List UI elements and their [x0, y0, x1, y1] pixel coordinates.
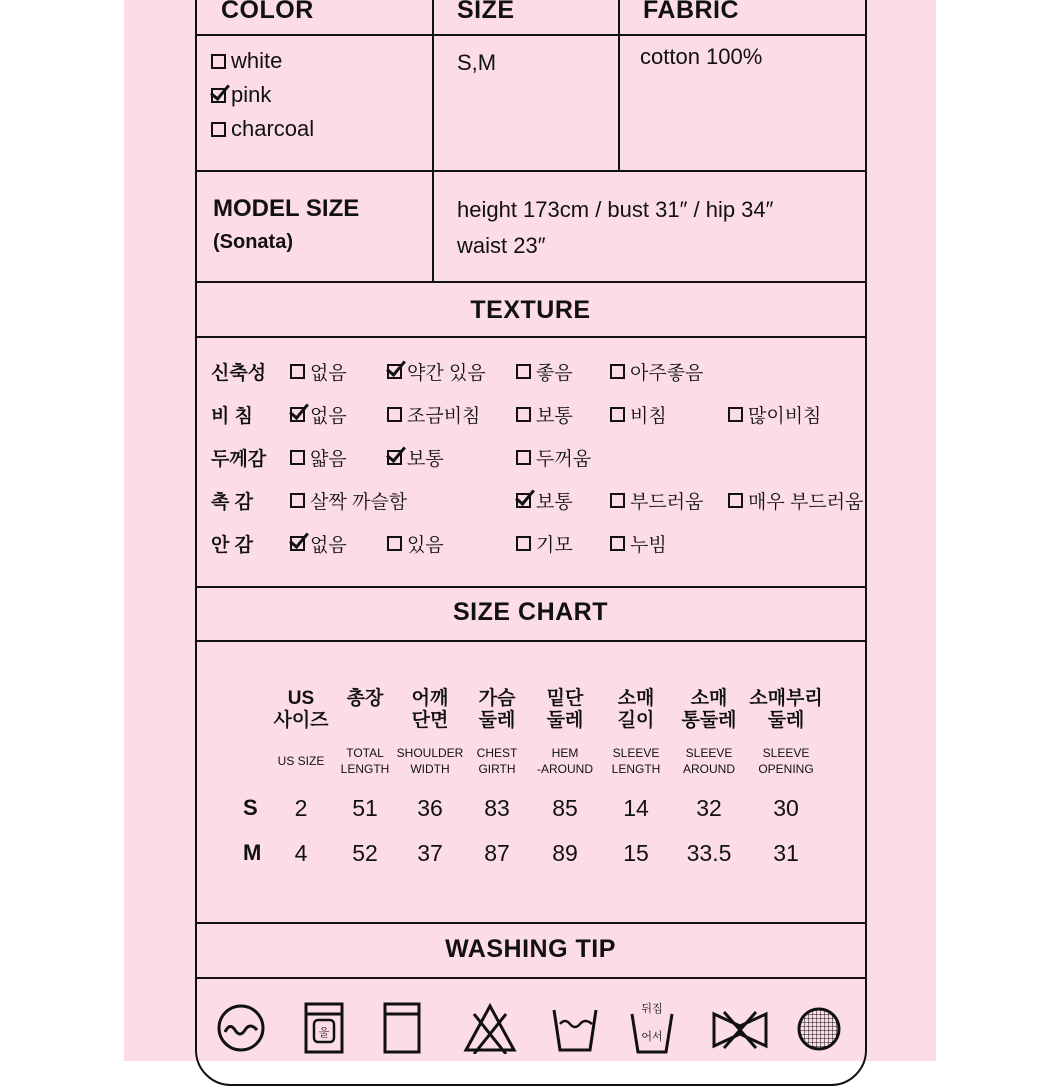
- texture-option-label: 보통: [407, 449, 444, 470]
- texture-option-label: 많이비침: [748, 406, 822, 427]
- checkbox[interactable]: [516, 493, 531, 508]
- mesh-bag-icon: [796, 1006, 842, 1052]
- model-waist: waist 23″: [457, 233, 546, 258]
- texture-option[interactable]: [290, 401, 347, 428]
- model-measurements: height 173cm / bust 31″ / hip 34″: [457, 197, 774, 222]
- size-chart-column-header: 소매 통둘레: [681, 688, 737, 731]
- texture-row-label: 안 감: [211, 535, 253, 556]
- wash-inside-out-icon: [628, 1000, 676, 1056]
- size-chart-cell: 4: [294, 840, 308, 866]
- checkbox[interactable]: [290, 493, 305, 508]
- size-chart-column-subheader: SLEEVE OPENING: [758, 746, 814, 776]
- wash-30-icon: [550, 1006, 600, 1054]
- checkbox[interactable]: [290, 536, 305, 551]
- divider: [195, 170, 867, 172]
- size-chart-column-subheader: SHOULDER WIDTH: [396, 746, 464, 776]
- texture-option[interactable]: [387, 358, 486, 385]
- divider: [195, 336, 867, 338]
- size-chart-cell: 87: [484, 840, 510, 866]
- size-chart-column-header: 가슴 둘레: [478, 688, 516, 731]
- washing-machine-icon: [302, 1000, 346, 1056]
- no-ironing-icon: [710, 1008, 770, 1052]
- size-chart-column-header: 소매 길이: [617, 688, 655, 731]
- size-chart-column-subheader: CHEST GIRTH: [476, 746, 518, 776]
- no-bleach-icon: [462, 1002, 518, 1054]
- size-chart-row-label: S: [243, 795, 258, 820]
- checkbox[interactable]: [728, 407, 743, 422]
- checkbox[interactable]: [516, 407, 531, 422]
- size-chart-cell: 52: [352, 840, 378, 866]
- size-chart-cell: 15: [623, 840, 649, 866]
- checkbox[interactable]: [387, 364, 402, 379]
- size-chart-cell: 36: [417, 795, 443, 821]
- texture-option[interactable]: [290, 358, 347, 385]
- color-option[interactable]: [211, 112, 314, 146]
- size-chart-column-header: 밑단 둘레: [546, 688, 584, 731]
- texture-option-label: 얇음: [310, 449, 347, 470]
- hand-wash-icon: [215, 1002, 267, 1054]
- texture-option[interactable]: [516, 487, 573, 514]
- model-name: (Sonata): [213, 231, 293, 253]
- checkbox[interactable]: [728, 493, 743, 508]
- size-chart-title: SIZE CHART: [453, 598, 608, 626]
- size-chart-cell: 51: [352, 795, 378, 821]
- texture-option[interactable]: [387, 401, 480, 428]
- size-chart-cell: 85: [552, 795, 578, 821]
- texture-row-label: 두께감: [211, 449, 267, 470]
- texture-option-label: 매우 부드러움: [748, 492, 864, 513]
- texture-option-label: 비침: [630, 406, 667, 427]
- size-header: SIZE: [457, 0, 515, 24]
- texture-option-label: 좋음: [536, 363, 573, 384]
- checkbox[interactable]: [610, 493, 625, 508]
- texture-option-label: 없음: [310, 363, 347, 384]
- size-chart-column-subheader: SLEEVE LENGTH: [611, 746, 661, 776]
- checkbox[interactable]: [610, 364, 625, 379]
- checkbox[interactable]: [387, 450, 402, 465]
- texture-option[interactable]: [728, 487, 863, 514]
- size-chart-cell: 89: [552, 840, 578, 866]
- texture-option-label: 있음: [407, 535, 444, 556]
- divider: [195, 281, 867, 283]
- texture-option[interactable]: [610, 358, 703, 385]
- divider: [195, 977, 867, 979]
- checkbox[interactable]: [211, 88, 226, 103]
- texture-row-label: 촉 감: [211, 492, 253, 513]
- color-header: COLOR: [221, 0, 314, 24]
- size-chart-column-subheader: US SIZE: [277, 754, 325, 768]
- texture-option-label: 부드러움: [630, 492, 704, 513]
- color-option[interactable]: [211, 44, 314, 78]
- divider: [195, 586, 867, 588]
- texture-option[interactable]: [290, 530, 347, 557]
- size-chart-cell: 37: [417, 840, 443, 866]
- divider: [195, 34, 867, 36]
- checkbox[interactable]: [516, 536, 531, 551]
- size-chart-cell: 33.5: [686, 840, 732, 866]
- size-chart-column-subheader: HEM -AROUND: [537, 746, 593, 776]
- color-option[interactable]: [211, 78, 314, 112]
- color-list: [211, 44, 314, 146]
- checkbox[interactable]: [610, 536, 625, 551]
- texture-title: TEXTURE: [470, 296, 591, 324]
- checkbox[interactable]: [290, 364, 305, 379]
- texture-option[interactable]: [610, 401, 667, 428]
- checkbox[interactable]: [387, 407, 402, 422]
- texture-option[interactable]: [610, 487, 703, 514]
- svg-text:뒤집: 뒤집: [641, 1002, 663, 1015]
- texture-option[interactable]: [516, 358, 573, 385]
- size-chart-column-subheader: TOTAL LENGTH: [340, 746, 390, 776]
- texture-option-label: 없음: [310, 406, 347, 427]
- size-chart-cell: 32: [696, 795, 722, 821]
- texture-option-label: 보통: [536, 406, 573, 427]
- texture-option[interactable]: [516, 530, 573, 557]
- texture-option[interactable]: [387, 530, 444, 557]
- texture-option[interactable]: [290, 444, 347, 471]
- texture-option-label: 아주좋음: [630, 363, 704, 384]
- checkbox[interactable]: [290, 450, 305, 465]
- column-divider: [432, 0, 434, 281]
- texture-option-label: 조금비침: [407, 406, 481, 427]
- checkbox[interactable]: [610, 407, 625, 422]
- column-divider: [618, 0, 620, 170]
- texture-option[interactable]: [610, 530, 667, 557]
- size-chart-column-subheader: SLEEVE AROUND: [682, 746, 735, 776]
- fabric-value: cotton 100%: [640, 44, 763, 69]
- color-option-label: charcoal: [231, 116, 315, 141]
- size-chart-cell: 30: [773, 795, 799, 821]
- texture-option[interactable]: [290, 487, 407, 514]
- fabric-header: FABRIC: [643, 0, 740, 24]
- size-chart-cell: 31: [773, 840, 799, 866]
- washing-tip-title: WASHING TIP: [445, 935, 616, 963]
- texture-option-label: 살짝 까슬함: [310, 492, 408, 513]
- checkbox[interactable]: [387, 536, 402, 551]
- checkbox[interactable]: [516, 364, 531, 379]
- texture-option[interactable]: [728, 401, 821, 428]
- texture-option-label: 두꺼움: [536, 449, 592, 470]
- size-chart-column-header: US 사이즈: [273, 688, 329, 731]
- texture-option[interactable]: [516, 444, 591, 471]
- texture-option-label: 없음: [310, 535, 347, 556]
- checkbox[interactable]: [211, 122, 226, 137]
- size-chart-column-header: 소매부리 둘레: [749, 688, 823, 731]
- model-size-title: MODEL SIZE: [213, 195, 360, 222]
- wool-label: 울: [318, 1026, 330, 1039]
- texture-option[interactable]: [387, 444, 444, 471]
- texture-row-label: 신축성: [211, 363, 267, 384]
- checkbox[interactable]: [516, 450, 531, 465]
- color-option-label: pink: [231, 82, 272, 107]
- size-chart-row-label: M: [243, 840, 262, 865]
- divider: [195, 922, 867, 924]
- texture-option-label: 보통: [536, 492, 573, 513]
- size-value: S,M: [457, 50, 497, 75]
- divider: [195, 640, 867, 642]
- checkbox[interactable]: [211, 54, 226, 69]
- size-chart-cell: 83: [484, 795, 510, 821]
- dryer-icon: [382, 1000, 422, 1056]
- color-option-label: white: [231, 48, 283, 73]
- texture-option-label: 기모: [536, 535, 573, 556]
- texture-option-label: 누빔: [630, 535, 667, 556]
- texture-row-label: 비 침: [211, 406, 253, 427]
- size-chart-column-header: 어깨 단면: [411, 688, 449, 731]
- svg-text:어서: 어서: [641, 1030, 663, 1043]
- size-chart-column-header: 총장: [346, 688, 384, 709]
- texture-option[interactable]: [516, 401, 573, 428]
- checkbox[interactable]: [290, 407, 305, 422]
- texture-option-label: 약간 있음: [407, 363, 486, 384]
- size-chart-cell: 14: [623, 795, 649, 821]
- size-chart-cell: 2: [294, 795, 308, 821]
